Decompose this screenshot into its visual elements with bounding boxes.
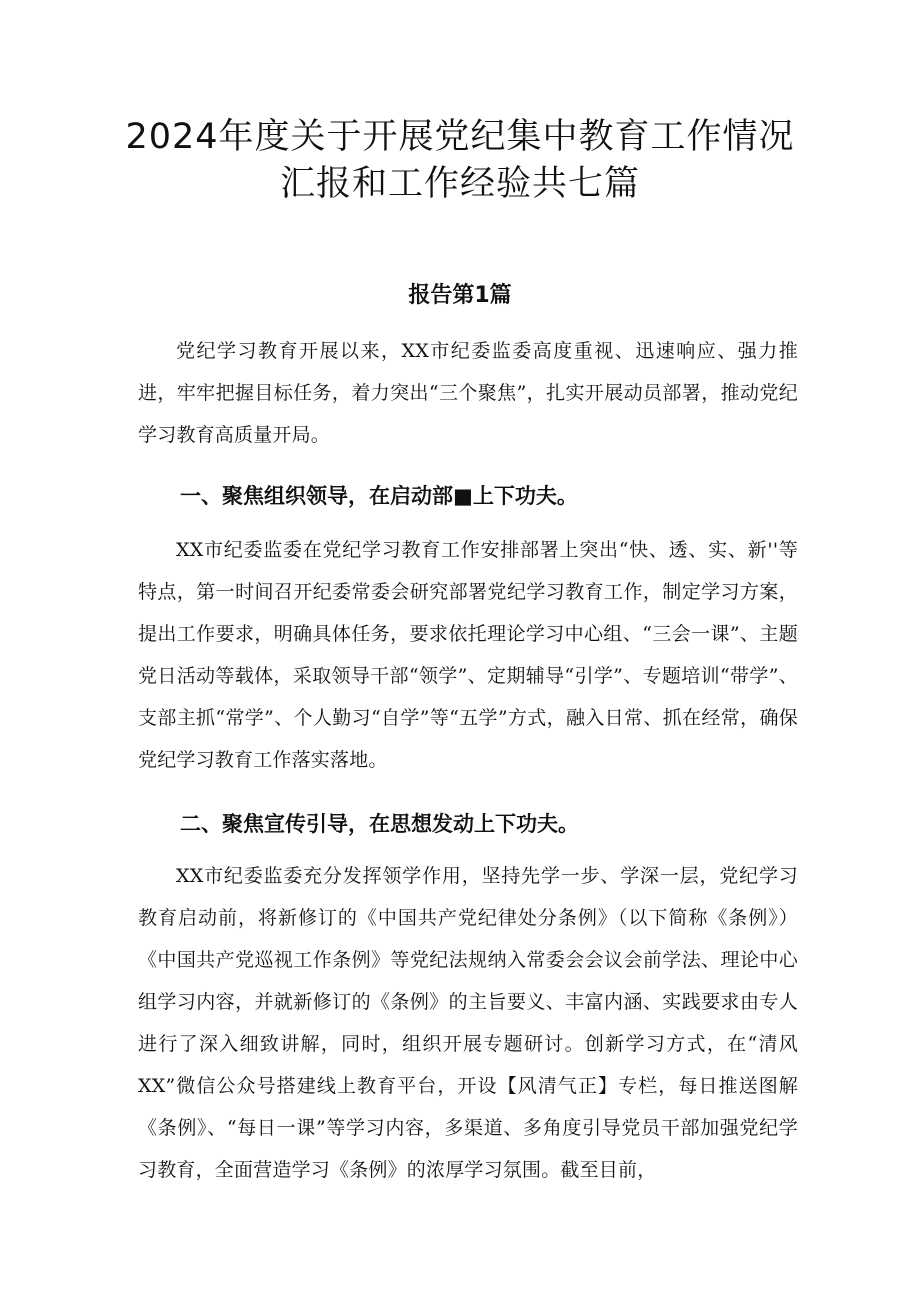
report-heading: 报告第1篇 (408, 283, 512, 308)
section-heading-2: 二、聚焦宣传引导，在思想发动上下功夫。 (180, 812, 579, 836)
document-title-line-2: 汇报和工作经验共七篇 (279, 164, 640, 204)
paragraph-section-1: XX市纪委监委在党纪学习教育工作安排部署上突出“快、透、实、新''等特点，第一时间召开纪委常委会研究部署党纪学习教育工作，制定学习方案，提出工作要求，明确具体任务，要求依托理论学习中心组、“三会一课”、主题党日活动等载体，采取领导干部“领学”、定期辅导“引学”、专题培训“带学”、支部主抓“常学”、个人勤习“自学”等“五学”方式，融入日常、抓在经常，确保党纪学习教育工作落实落地。 (138, 539, 798, 771)
section-heading-1: 一、聚焦组织领导，在启动部■上下功夫。 (180, 484, 578, 508)
paragraph-section-2: XX市纪委监委充分发挥领学作用，坚持先学一步、学深一层，党纪学习教育启动前，将新修订的《中国共产党纪律处分条例》（以下简称《条例》）《中国共产党巡视工作条例》等党纪法规纳入常委会会议会前学法、理论中心组学习内容，并就新修订的《条例》的主旨要义、丰富内涵、实践要求由专人进行了深入细致讲解，同时，组织开展专题研讨。创新学习方式，在“清风XX”微信公众号搭建线上教育平台，开设【风清气正】专栏，每日推送图解《条例》、“每日一课”等学习内容，多渠道、多角度引导党员干部加强党纪学习教育，全面营造学习《条例》的浓厚学习氛围。截至目前， (138, 865, 798, 1181)
document-title-line-1: 2024年度关于开展党纪集中教育工作情况 (125, 117, 795, 157)
paragraph-intro: 党纪学习教育开展以来，XX市纪委监委高度重视、迅速响应、强力推进，牢牢把握目标任务，着力突出“三个聚焦”，扎实开展动员部署，推动党纪学习教育高质量开局。 (138, 340, 798, 446)
